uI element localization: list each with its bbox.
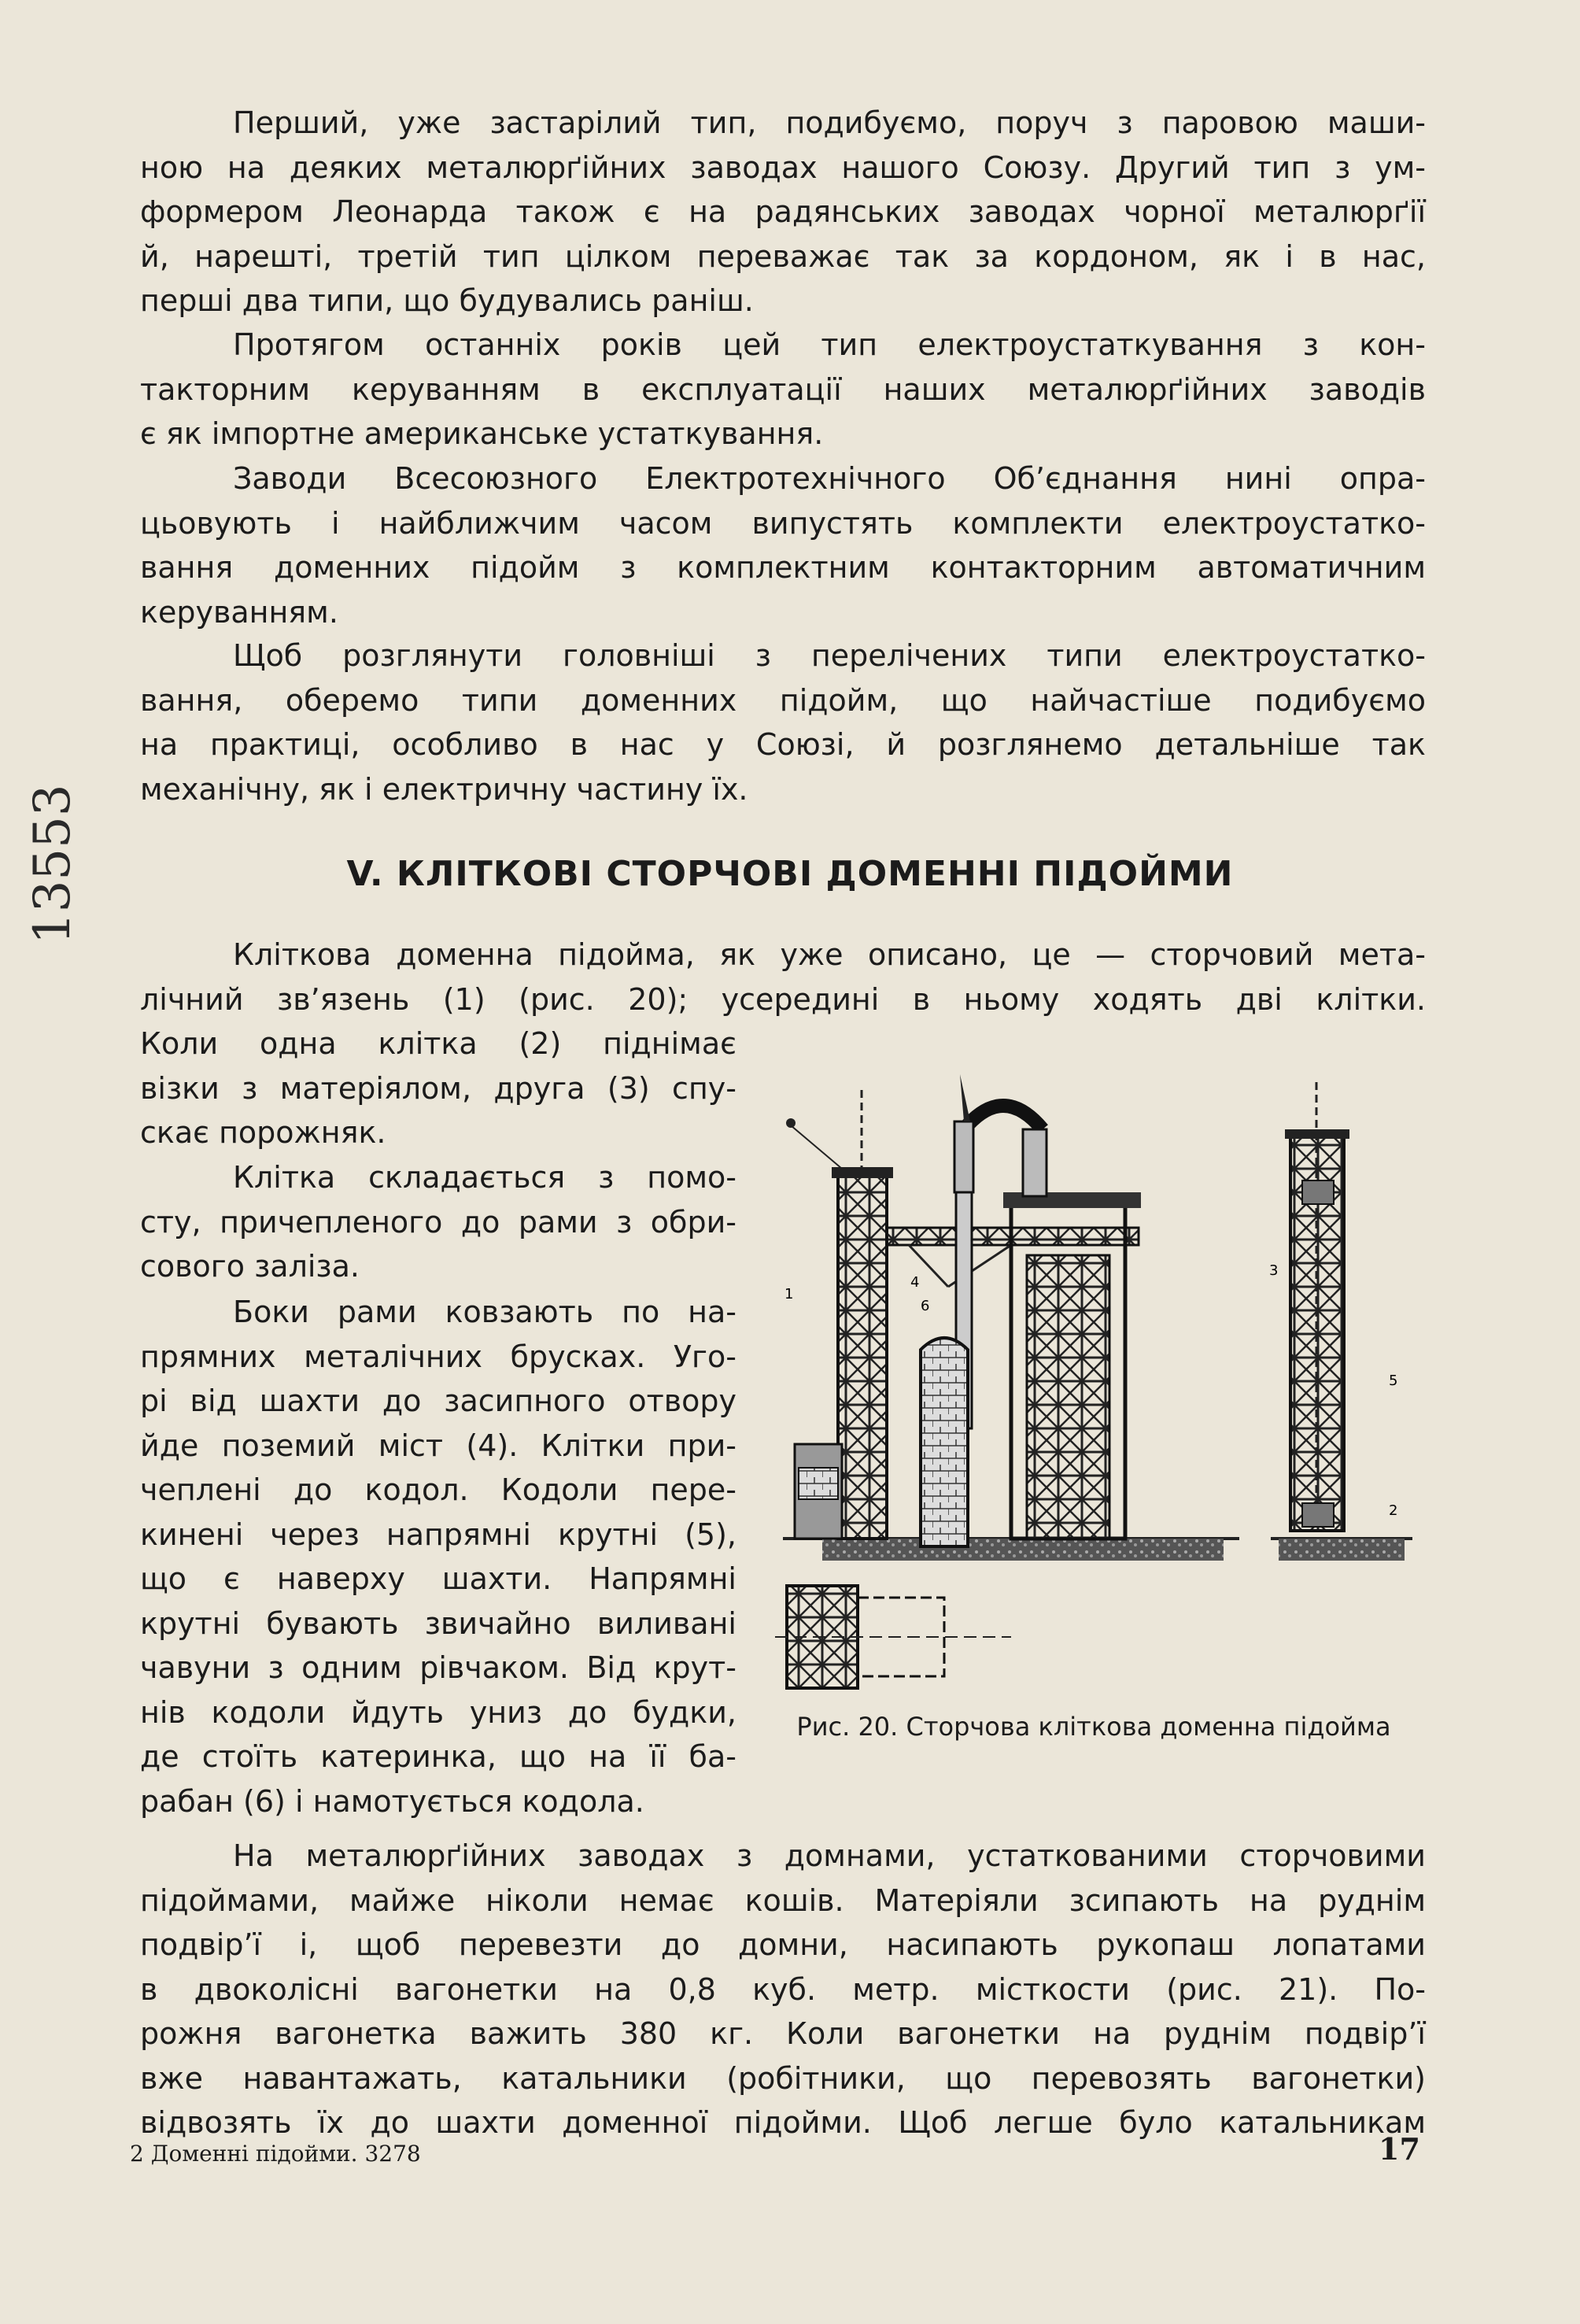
text-line: відвозять їх до шахти доменної підойми. Щоб легше було катальникам: [140, 2105, 1426, 2140]
text-line: на практиці, особливо в нас у Союзі, й розглянемо детальніше так: [140, 727, 1426, 762]
text-line: такторним керуванням в експлуатації наших металюрґійних заводів: [140, 371, 1426, 407]
text-line: Коли одна клітка (2) піднімає: [140, 1026, 736, 1061]
text-line: лічний зв’язень (1) (рис. 20); усередині в ньому ходять дві клітки.: [140, 981, 1426, 1017]
printer-signature: 2 Доменні підойми. 3278: [130, 2141, 421, 2167]
text-line: подвір’ї і, щоб перевезти до домни, насипають рукопаш лопатами: [140, 1927, 1426, 1962]
narrow-paragraph-1: [140, 1022, 736, 1155]
figure-20-illustration: [775, 1074, 1428, 1704]
figure-label-2: 2: [1389, 1502, 1398, 1519]
text-line: рі від шахти до засипного отвору: [140, 1384, 736, 1418]
blast-furnace-structure: [954, 1074, 1141, 1539]
paragraph-bottom: [140, 1834, 1426, 2145]
text-line: сового заліза.: [140, 1249, 360, 1284]
section-heading: V. КЛІТКОВІ СТОРЧОВІ ДОМЕННІ ПІДОЙМИ: [346, 854, 1234, 894]
text-line: в двоколісні вагонетки на 0,8 куб. метр. місткости (рис. 21). По-: [140, 1971, 1426, 2007]
text-line: рабан (6) і намотується кодола.: [140, 1783, 644, 1819]
paragraph-3: [140, 456, 1426, 634]
text-line: вання, оберемо типи доменних підойм, що найчастіше подибуємо: [140, 682, 1426, 718]
text-line: Клітка складається з помо-: [233, 1160, 736, 1195]
plan-view-drawing: [775, 1586, 1011, 1688]
text-line: Боки рами ковзають по на-: [233, 1295, 736, 1329]
figure-label-5: 5: [1389, 1373, 1398, 1389]
text-line: вання доменних підойм з комплектним контакторним автоматичним: [140, 550, 1426, 585]
text-line: чеплені до кодол. Кодоли пере-: [140, 1472, 736, 1507]
text-line: цьовують і найближчим часом випустять комплекти електроустатко-: [140, 505, 1426, 541]
figure-label-4: 4: [910, 1274, 920, 1291]
text-line: підоймами, майже ніколи немає кошів. Матеріяли зсипають на руднім: [140, 1882, 1426, 1918]
hoist-tower-right: [1271, 1082, 1412, 1561]
text-line: скає порожняк.: [140, 1115, 386, 1150]
section-intro: [140, 933, 1426, 1022]
text-line: механічну, як і електричну частину їх.: [140, 771, 748, 807]
text-line: крутні бувають звичайно виливані: [140, 1605, 736, 1641]
text-line: керуванням.: [140, 594, 338, 630]
text-line: Щоб розглянути головніші з перелічених типи електроустатко-: [233, 638, 1426, 673]
text-line: рожня вагонетка важить 380 кг. Коли вагонетки на руднім подвір’ї: [140, 2016, 1426, 2051]
text-line: На металюрґійних заводах з домнами, устаткованими сторчовими: [233, 1838, 1426, 1873]
text-line: йде поземий міст (4). Клітки при-: [140, 1428, 736, 1463]
text-line: нів кодоли йдуть униз до будки,: [140, 1694, 736, 1730]
handwritten-margin-note: 13553: [24, 784, 82, 944]
figure-label-1: 1: [784, 1286, 794, 1302]
narrow-paragraph-3: [140, 1290, 736, 1823]
text-line: ною на деяких металюрґійних заводах нашого Союзу. Другий тип з ум-: [140, 150, 1426, 185]
text-line: прямних металічних брусках. Уго-: [140, 1339, 736, 1374]
text-line: що є наверху шахти. Напрямні: [140, 1561, 736, 1596]
text-line: перші два типи, що будувались раніш.: [140, 283, 754, 318]
figure-label-6: 6: [921, 1298, 930, 1314]
text-line: сту, причепленого до рами з обри-: [140, 1204, 736, 1240]
text-line: Заводи Всесоюзного Електротехнічного Об’єднання нині опра-: [233, 461, 1426, 496]
figure-caption: Рис. 20. Сторчова кліткова доменна підойма: [796, 1712, 1391, 1742]
text-line: кинені через напрямні крутні (5),: [140, 1517, 736, 1552]
text-line: формером Леонарда також є на радянських заводах чорної металюрґії: [140, 194, 1426, 229]
figure-label-3: 3: [1269, 1262, 1279, 1279]
text-line: чавуни з одним рівчаком. Від крут-: [140, 1650, 736, 1685]
paragraph-2: [140, 323, 1426, 456]
page-number: 17: [1379, 2131, 1420, 2167]
text-line: Протягом останніх років цей тип електроустаткування з кон-: [233, 327, 1426, 362]
text-line: є як імпортне американське устаткування.: [140, 416, 824, 451]
paragraph-1: [140, 101, 1426, 323]
narrow-paragraph-2: [140, 1155, 736, 1289]
text-line: вже навантажать, катальники (робітники, що перевозять вагонетки): [140, 2060, 1426, 2096]
text-line: візки з матеріялом, друга (3) спу-: [140, 1070, 736, 1106]
paragraph-4: [140, 634, 1426, 811]
text-line: де стоїть катеринка, що на її ба-: [140, 1739, 736, 1774]
text-line: й, нарешті, третій тип цілком переважає так за кордоном, як і в нас,: [140, 238, 1426, 274]
text-line: Перший, уже застарілий тип, подибуємо, поруч з паровою маши-: [233, 105, 1426, 140]
text-line: Кліткова доменна підойма, як уже описано, це — сторчовий мета-: [233, 937, 1426, 972]
